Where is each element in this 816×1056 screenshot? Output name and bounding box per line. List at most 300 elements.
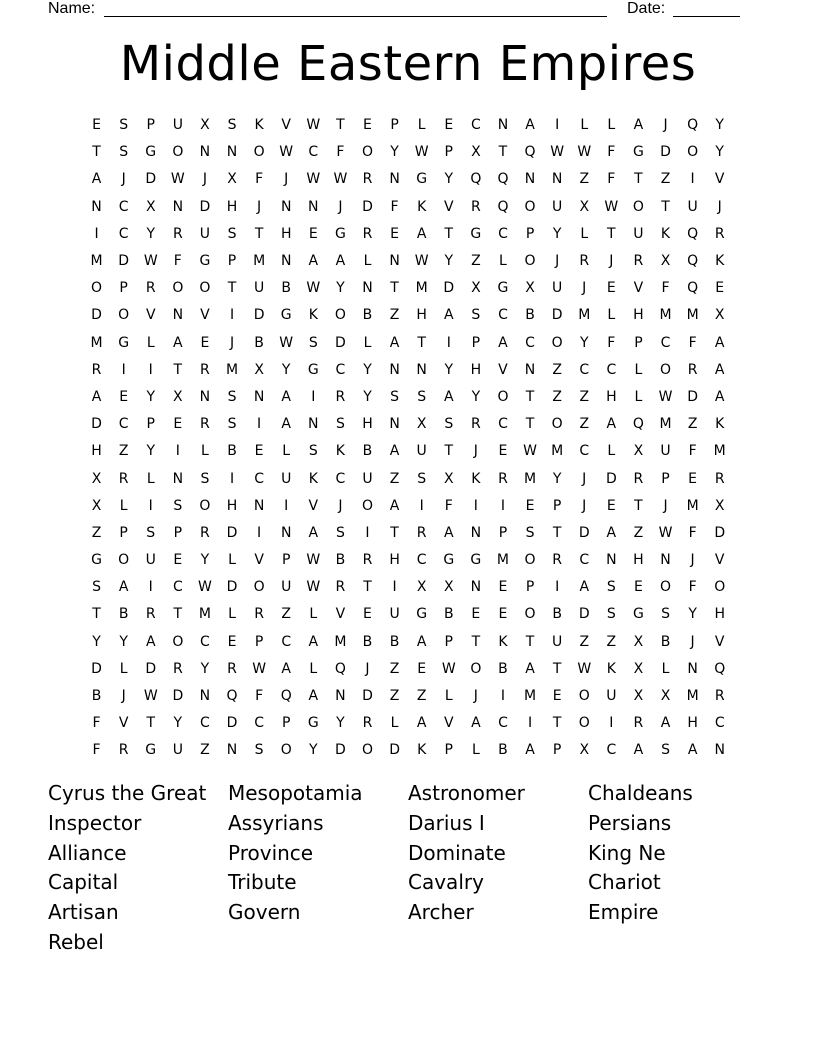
grid-letter[interactable]: B [389, 633, 400, 650]
grid-letter[interactable]: B [498, 660, 508, 677]
grid-letter[interactable]: N [551, 171, 563, 188]
grid-letter[interactable]: N [280, 253, 292, 270]
grid-letter[interactable]: N [416, 361, 427, 378]
grid-letter[interactable]: N [199, 388, 211, 405]
grid-letter[interactable]: P [552, 742, 562, 759]
grid-letter[interactable]: L [363, 334, 372, 351]
grid-letter[interactable]: X [633, 633, 644, 650]
grid-letter[interactable]: N [389, 361, 400, 378]
grid-letter[interactable]: Y [309, 742, 318, 759]
grid-letter[interactable]: Y [390, 144, 399, 161]
grid-letter[interactable]: Z [389, 660, 400, 677]
grid-letter[interactable]: T [444, 443, 454, 460]
grid-letter[interactable]: W [306, 280, 321, 297]
grid-letter[interactable]: N [660, 552, 671, 569]
grid-letter[interactable]: T [417, 334, 426, 351]
grid-letter[interactable]: S [525, 524, 535, 541]
grid-letter[interactable]: G [307, 715, 319, 732]
grid-letter[interactable]: R [200, 361, 210, 378]
grid-letter[interactable]: H [470, 361, 482, 378]
grid-letter[interactable]: A [660, 715, 671, 732]
grid-letter[interactable]: A [714, 361, 725, 378]
grid-letter[interactable]: Q [497, 198, 509, 215]
grid-letter[interactable]: W [523, 443, 537, 460]
grid-letter[interactable]: U [253, 280, 265, 297]
grid-letter[interactable]: P [471, 334, 481, 351]
grid-letter[interactable]: T [336, 117, 345, 134]
grid-letter[interactable]: L [282, 443, 291, 460]
grid-letter[interactable]: O [470, 660, 482, 677]
grid-letter[interactable]: N [199, 688, 211, 705]
grid-letter[interactable]: D [253, 307, 265, 324]
grid-letter[interactable]: P [444, 144, 453, 161]
grid-letter[interactable]: V [714, 552, 725, 569]
grid-letter[interactable]: A [389, 334, 400, 351]
grid-letter[interactable]: Y [579, 334, 589, 351]
grid-letter[interactable]: S [227, 117, 237, 134]
grid-letter[interactable]: Z [633, 524, 644, 541]
grid-letter[interactable]: C [335, 470, 346, 487]
grid-letter[interactable]: D [660, 144, 671, 161]
grid-letter[interactable]: J [202, 171, 207, 188]
grid-letter[interactable]: R [227, 660, 237, 677]
grid-letter[interactable]: A [525, 742, 535, 759]
grid-letter[interactable]: C [579, 552, 590, 569]
grid-letter[interactable]: R [172, 225, 183, 242]
grid-letter[interactable]: N [470, 524, 482, 541]
grid-letter[interactable]: I [500, 497, 506, 514]
grid-letter[interactable]: R [579, 253, 590, 270]
grid-letter[interactable]: I [446, 334, 451, 351]
grid-letter[interactable]: D [118, 253, 130, 270]
grid-letter[interactable]: H [226, 497, 238, 514]
grid-letter[interactable]: R [145, 606, 156, 623]
grid-letter[interactable]: O [632, 198, 644, 215]
grid-letter[interactable]: Z [281, 606, 291, 623]
grid-letter[interactable]: I [365, 524, 370, 541]
grid-letter[interactable]: H [606, 388, 617, 405]
grid-letter[interactable]: Z [552, 361, 562, 378]
grid-letter[interactable]: I [229, 470, 235, 487]
grid-letter[interactable]: R [362, 225, 373, 242]
grid-letter[interactable]: Z [389, 688, 400, 705]
grid-letter[interactable]: D [443, 280, 455, 297]
grid-letter[interactable]: L [390, 715, 399, 732]
grid-letter[interactable]: J [690, 552, 695, 569]
grid-letter[interactable]: C [254, 715, 264, 732]
grid-letter[interactable]: V [633, 280, 644, 297]
grid-letter[interactable]: O [551, 334, 563, 351]
grid-letter[interactable]: S [308, 443, 318, 460]
grid-letter[interactable]: Z [552, 388, 562, 405]
grid-letter[interactable]: L [309, 606, 318, 623]
grid-letter[interactable]: Z [579, 633, 590, 650]
grid-letter[interactable]: M [659, 307, 672, 324]
grid-letter[interactable]: O [199, 280, 211, 297]
grid-letter[interactable]: G [145, 742, 157, 759]
grid-letter[interactable]: D [145, 171, 157, 188]
grid-letter[interactable]: G [443, 552, 455, 569]
grid-letter[interactable]: X [416, 416, 427, 433]
grid-letter[interactable]: K [471, 470, 481, 487]
grid-letter[interactable]: R [254, 606, 264, 623]
grid-letter[interactable]: G [280, 307, 292, 324]
grid-letter[interactable]: N [308, 198, 319, 215]
grid-letter[interactable]: C [118, 198, 129, 215]
grid-letter[interactable]: I [555, 579, 560, 596]
grid-letter[interactable]: R [714, 470, 725, 487]
grid-letter[interactable]: I [148, 579, 153, 596]
grid-letter[interactable]: R [687, 361, 698, 378]
grid-letter[interactable]: W [306, 171, 321, 188]
grid-letter[interactable]: A [443, 388, 454, 405]
grid-letter[interactable]: W [279, 144, 294, 161]
grid-letter[interactable]: S [471, 307, 481, 324]
grid-letter[interactable]: F [255, 171, 264, 188]
grid-letter[interactable]: R [470, 198, 481, 215]
grid-letter[interactable]: A [281, 416, 291, 433]
grid-letter[interactable]: X [525, 280, 535, 297]
grid-letter[interactable]: A [443, 524, 454, 541]
grid-letter[interactable]: N [91, 198, 102, 215]
date-blank-line[interactable] [673, 16, 740, 17]
grid-letter[interactable]: N [172, 307, 184, 324]
grid-letter[interactable]: A [145, 633, 156, 650]
grid-letter[interactable]: H [416, 307, 427, 324]
grid-letter[interactable]: P [146, 117, 155, 134]
grid-letter[interactable]: V [498, 361, 508, 378]
grid-letter[interactable]: Y [688, 606, 697, 623]
grid-letter[interactable]: Y [444, 171, 454, 188]
grid-letter[interactable]: W [306, 117, 321, 134]
grid-letter[interactable]: A [281, 388, 291, 405]
grid-letter[interactable]: E [715, 280, 725, 297]
grid-letter[interactable]: T [661, 198, 670, 215]
grid-letter[interactable]: M [253, 253, 266, 270]
grid-letter[interactable]: K [335, 443, 345, 460]
grid-letter[interactable]: Q [714, 660, 726, 677]
grid-letter[interactable]: Y [363, 388, 372, 405]
grid-letter[interactable]: D [362, 198, 373, 215]
grid-letter[interactable]: G [145, 144, 157, 161]
grid-letter[interactable]: T [607, 225, 616, 242]
grid-letter[interactable]: N [172, 198, 184, 215]
grid-letter[interactable]: D [172, 688, 184, 705]
grid-letter[interactable]: S [444, 416, 454, 433]
grid-letter[interactable]: U [199, 225, 211, 242]
grid-letter[interactable]: W [279, 334, 294, 351]
grid-letter[interactable]: T [92, 144, 101, 161]
grid-letter[interactable]: Y [336, 280, 345, 297]
grid-letter[interactable]: L [146, 334, 155, 351]
grid-letter[interactable]: G [118, 334, 130, 351]
grid-letter[interactable]: C [200, 715, 210, 732]
grid-letter[interactable]: Q [280, 688, 292, 705]
grid-letter[interactable]: Y [281, 361, 291, 378]
grid-letter[interactable]: X [91, 470, 102, 487]
grid-letter[interactable]: X [579, 198, 590, 215]
grid-letter[interactable]: R [633, 715, 644, 732]
grid-letter[interactable]: S [92, 579, 101, 596]
grid-letter[interactable]: I [148, 497, 153, 514]
grid-letter[interactable]: N [714, 742, 725, 759]
grid-letter[interactable]: R [714, 688, 725, 705]
grid-letter[interactable]: S [227, 388, 237, 405]
grid-letter[interactable]: U [281, 579, 292, 596]
grid-letter[interactable]: Y [146, 443, 156, 460]
grid-letter[interactable]: L [661, 660, 670, 677]
grid-letter[interactable]: O [253, 579, 265, 596]
grid-letter[interactable]: Y [146, 225, 156, 242]
grid-letter[interactable]: B [118, 606, 129, 623]
grid-letter[interactable]: X [633, 660, 644, 677]
grid-letter[interactable]: N [470, 579, 482, 596]
grid-letter[interactable]: T [552, 524, 562, 541]
grid-letter[interactable]: S [335, 416, 345, 433]
grid-letter[interactable]: Q [687, 253, 699, 270]
grid-letter[interactable]: E [498, 443, 508, 460]
grid-letter[interactable]: O [714, 579, 726, 596]
grid-letter[interactable]: X [443, 579, 454, 596]
grid-letter[interactable]: B [227, 443, 237, 460]
grid-letter[interactable]: D [226, 579, 238, 596]
grid-letter[interactable]: N [606, 552, 617, 569]
grid-letter[interactable]: P [525, 579, 535, 596]
grid-letter[interactable]: R [498, 470, 508, 487]
grid-letter[interactable]: K [606, 660, 616, 677]
grid-letter[interactable]: D [145, 660, 157, 677]
grid-letter[interactable]: Q [470, 171, 482, 188]
grid-letter[interactable]: Y [552, 470, 562, 487]
grid-letter[interactable]: O [118, 552, 130, 569]
grid-letter[interactable]: V [145, 307, 156, 324]
grid-letter[interactable]: J [582, 497, 587, 514]
grid-letter[interactable]: O [524, 606, 536, 623]
grid-letter[interactable]: L [228, 552, 236, 569]
grid-letter[interactable]: K [715, 416, 725, 433]
grid-letter[interactable]: O [253, 144, 265, 161]
grid-letter[interactable]: C [498, 307, 508, 324]
grid-letter[interactable]: L [363, 253, 372, 270]
grid-letter[interactable]: Z [687, 416, 698, 433]
grid-letter[interactable]: S [227, 225, 237, 242]
grid-letter[interactable]: Z [416, 688, 427, 705]
grid-letter[interactable]: A [91, 171, 102, 188]
grid-letter[interactable]: F [173, 253, 182, 270]
grid-letter[interactable]: L [119, 660, 128, 677]
grid-letter[interactable]: B [362, 307, 373, 324]
grid-letter[interactable]: C [660, 334, 671, 351]
grid-letter[interactable]: U [281, 470, 292, 487]
grid-letter[interactable]: D [91, 307, 102, 324]
grid-letter[interactable]: B [281, 280, 291, 297]
grid-letter[interactable]: N [389, 171, 400, 188]
grid-letter[interactable]: E [552, 688, 562, 705]
grid-letter[interactable]: I [473, 497, 478, 514]
grid-letter[interactable]: U [552, 633, 563, 650]
grid-letter[interactable]: R [145, 280, 156, 297]
grid-letter[interactable]: S [417, 388, 427, 405]
grid-letter[interactable]: R [470, 416, 481, 433]
grid-letter[interactable]: A [471, 715, 481, 732]
grid-letter[interactable]: O [660, 361, 672, 378]
grid-letter[interactable]: W [414, 253, 429, 270]
grid-letter[interactable]: C [416, 552, 427, 569]
grid-letter[interactable]: J [257, 198, 262, 215]
grid-letter[interactable]: D [362, 688, 373, 705]
grid-letter[interactable]: J [582, 280, 587, 297]
grid-letter[interactable]: O [524, 552, 536, 569]
grid-letter[interactable]: N [226, 144, 238, 161]
grid-letter[interactable]: H [687, 715, 698, 732]
grid-letter[interactable]: L [471, 742, 480, 759]
grid-letter[interactable]: D [687, 388, 698, 405]
grid-letter[interactable]: N [280, 524, 292, 541]
grid-letter[interactable]: A [308, 688, 319, 705]
grid-letter[interactable]: X [91, 497, 102, 514]
grid-letter[interactable]: Y [119, 633, 128, 650]
grid-letter[interactable]: G [199, 253, 211, 270]
grid-letter[interactable]: E [606, 497, 616, 514]
grid-letter[interactable]: U [172, 742, 183, 759]
grid-letter[interactable]: C [308, 144, 319, 161]
grid-letter[interactable]: A [714, 334, 725, 351]
grid-letter[interactable]: X [200, 117, 210, 134]
grid-letter[interactable]: W [143, 253, 158, 270]
grid-letter[interactable]: R [335, 388, 346, 405]
grid-letter[interactable]: U [389, 606, 400, 623]
grid-letter[interactable]: G [632, 144, 644, 161]
grid-letter[interactable]: R [714, 225, 725, 242]
grid-letter[interactable]: Q [687, 280, 699, 297]
grid-letter[interactable]: C [606, 742, 617, 759]
grid-letter[interactable]: M [90, 334, 103, 351]
grid-letter[interactable]: G [470, 552, 482, 569]
grid-letter[interactable]: X [145, 198, 156, 215]
grid-letter[interactable]: J [284, 171, 289, 188]
grid-letter[interactable]: X [443, 470, 454, 487]
grid-letter[interactable]: C [579, 443, 590, 460]
grid-letter[interactable]: S [417, 470, 427, 487]
grid-letter[interactable]: T [363, 579, 372, 596]
grid-letter[interactable]: N [389, 416, 400, 433]
grid-letter[interactable]: A [606, 524, 617, 541]
grid-letter[interactable]: P [119, 524, 128, 541]
grid-letter[interactable]: S [173, 497, 183, 514]
grid-letter[interactable]: N [280, 198, 292, 215]
grid-letter[interactable]: C [714, 715, 725, 732]
grid-letter[interactable]: D [226, 524, 238, 541]
grid-letter[interactable]: W [577, 660, 592, 677]
grid-letter[interactable]: A [308, 253, 319, 270]
grid-letter[interactable]: L [417, 117, 426, 134]
grid-letter[interactable]: B [362, 443, 373, 460]
grid-letter[interactable]: T [227, 280, 237, 297]
grid-letter[interactable]: O [660, 579, 672, 596]
grid-letter[interactable]: B [254, 334, 264, 351]
grid-letter[interactable]: F [661, 280, 670, 297]
grid-letter[interactable]: N [226, 742, 238, 759]
grid-letter[interactable]: T [471, 633, 481, 650]
grid-letter[interactable]: P [281, 552, 291, 569]
grid-letter[interactable]: Q [632, 416, 644, 433]
grid-letter[interactable]: I [392, 579, 397, 596]
grid-letter[interactable]: Z [91, 524, 102, 541]
grid-letter[interactable]: O [334, 307, 346, 324]
grid-letter[interactable]: M [686, 497, 699, 514]
grid-letter[interactable]: D [578, 524, 590, 541]
grid-letter[interactable]: J [582, 470, 587, 487]
grid-letter[interactable]: C [281, 633, 292, 650]
grid-letter[interactable]: X [633, 688, 644, 705]
grid-letter[interactable]: O [172, 144, 184, 161]
grid-letter[interactable]: A [416, 633, 427, 650]
grid-letter[interactable]: Z [660, 171, 671, 188]
grid-letter[interactable]: E [254, 443, 264, 460]
grid-letter[interactable]: A [335, 253, 346, 270]
grid-letter[interactable]: K [417, 198, 427, 215]
grid-letter[interactable]: H [362, 416, 373, 433]
grid-letter[interactable]: N [253, 497, 265, 514]
grid-letter[interactable]: L [146, 470, 155, 487]
grid-letter[interactable]: A [308, 524, 319, 541]
grid-letter[interactable]: C [498, 225, 508, 242]
grid-letter[interactable]: X [471, 144, 481, 161]
grid-letter[interactable]: O [551, 416, 563, 433]
grid-letter[interactable]: F [92, 715, 101, 732]
grid-letter[interactable]: O [361, 742, 373, 759]
grid-letter[interactable]: R [633, 470, 644, 487]
grid-letter[interactable]: N [335, 688, 346, 705]
grid-letter[interactable]: E [173, 416, 183, 433]
grid-letter[interactable]: W [658, 524, 673, 541]
grid-letter[interactable]: F [607, 144, 616, 161]
grid-letter[interactable]: C [579, 361, 590, 378]
grid-letter[interactable]: P [390, 117, 399, 134]
grid-letter[interactable]: F [390, 198, 399, 215]
grid-letter[interactable]: A [633, 742, 644, 759]
grid-letter[interactable]: M [415, 280, 428, 297]
grid-letter[interactable]: C [606, 361, 617, 378]
grid-letter[interactable]: N [199, 144, 211, 161]
grid-letter[interactable]: X [633, 443, 644, 460]
grid-letter[interactable]: O [524, 253, 536, 270]
grid-letter[interactable]: T [254, 225, 264, 242]
grid-letter[interactable]: I [284, 497, 289, 514]
grid-letter[interactable]: R [362, 171, 373, 188]
grid-letter[interactable]: L [580, 117, 589, 134]
grid-letter[interactable]: E [227, 633, 237, 650]
grid-letter[interactable]: O [361, 497, 373, 514]
grid-letter[interactable]: D [226, 715, 238, 732]
grid-letter[interactable]: D [605, 470, 617, 487]
grid-letter[interactable]: L [444, 688, 453, 705]
grid-letter[interactable]: G [307, 361, 319, 378]
grid-letter[interactable]: V [443, 715, 454, 732]
grid-letter[interactable]: P [552, 497, 562, 514]
grid-letter[interactable]: P [661, 470, 670, 487]
grid-letter[interactable]: F [607, 171, 616, 188]
grid-letter[interactable]: K [715, 253, 725, 270]
grid-letter[interactable]: U [687, 198, 698, 215]
grid-letter[interactable]: Y [715, 144, 724, 161]
grid-letter[interactable]: A [389, 497, 400, 514]
grid-letter[interactable]: Z [579, 171, 590, 188]
grid-letter[interactable]: U [552, 280, 563, 297]
grid-letter[interactable]: O [524, 198, 536, 215]
grid-letter[interactable]: C [200, 633, 210, 650]
grid-letter[interactable]: U [172, 117, 183, 134]
